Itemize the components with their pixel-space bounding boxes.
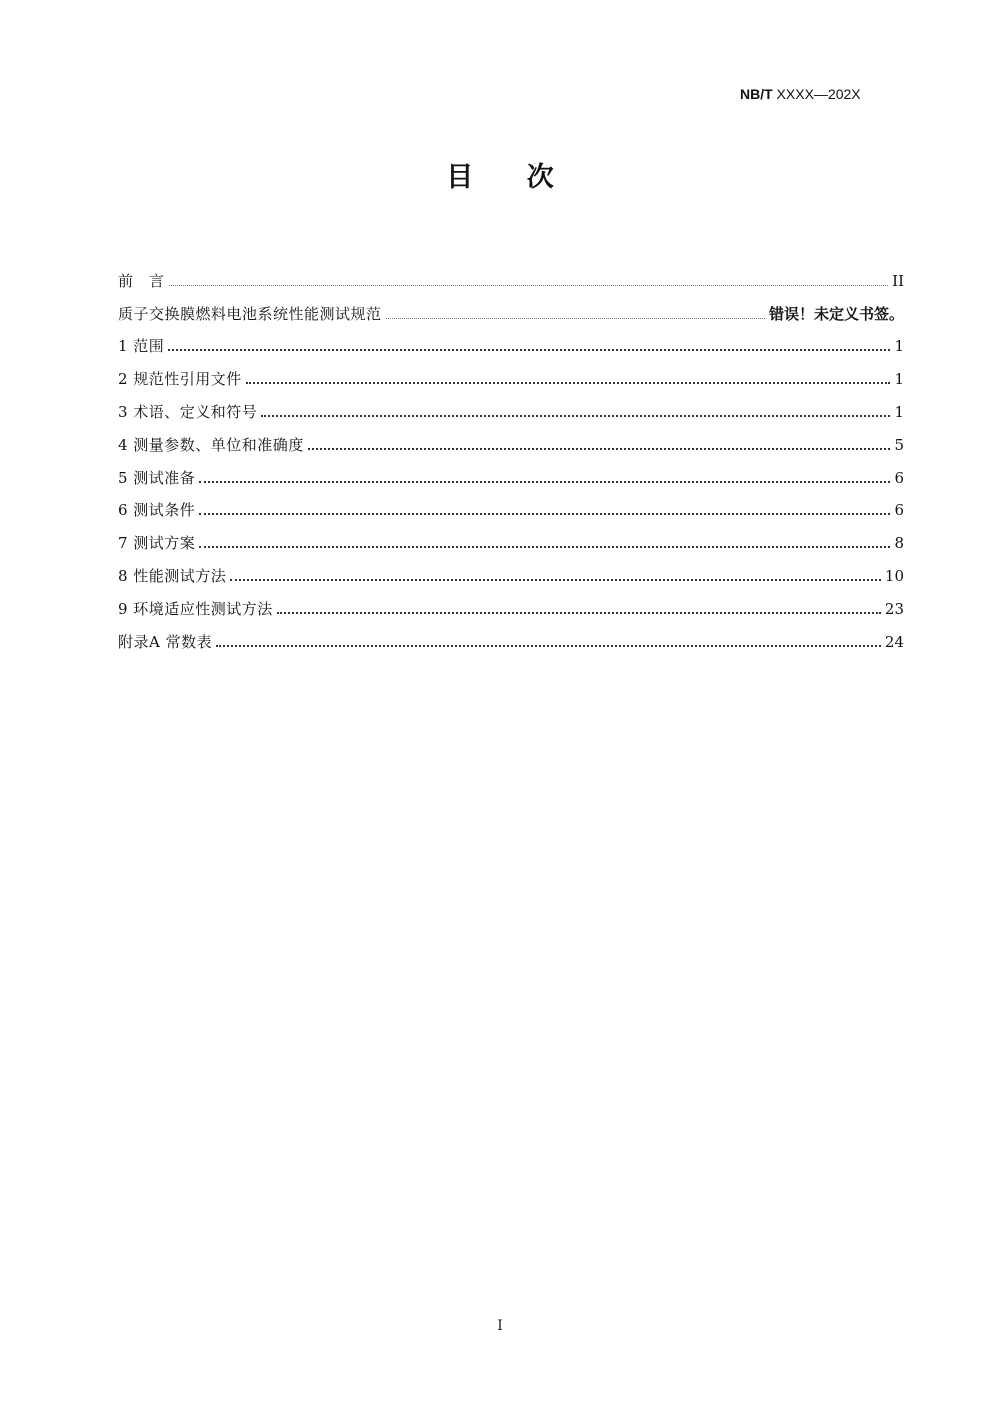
toc-leader [169,285,889,286]
standard-code-number: XXXX—202X [772,86,861,102]
toc-leader [199,481,890,483]
toc-entry-page: 1 [894,402,904,421]
toc-leader [199,546,890,548]
toc-entry-page: 23 [884,599,904,618]
toc-entry[interactable] [118,389,904,422]
toc-leader [168,349,890,351]
toc-entry-label: 6 测试条件 [118,501,196,520]
toc-leader [246,382,891,384]
toc-entry-page: II [892,271,904,290]
toc-entry[interactable] [118,520,904,553]
toc-entry-label: 9 环境适应性测试方法 [118,599,273,618]
toc-entry[interactable] [118,553,904,586]
table-of-contents [118,258,904,652]
toc-entry[interactable] [118,619,904,652]
standard-code-prefix: NB/T [740,86,773,102]
toc-entry-label: 8 性能测试方法 [118,566,227,585]
toc-entry-page: 10 [884,566,904,585]
page-number: I [497,1318,503,1334]
toc-entry[interactable] [118,356,904,389]
toc-entry[interactable] [118,324,904,357]
toc-entry-label: 2 规范性引用文件 [118,370,242,389]
toc-entry-label: 4 测量参数、单位和准确度 [118,435,304,454]
toc-leader [308,448,891,450]
toc-entry-label: 1 范围 [118,337,165,356]
toc-entry-page: 1 [894,337,904,356]
toc-entry-label: 附录A 常数表 [118,632,213,651]
toc-entry-page: 6 [894,468,904,487]
toc-leader [230,579,881,581]
toc-entry-page: 24 [884,632,904,651]
toc-entry-page: 6 [894,501,904,520]
toc-entry-label: 3 术语、定义和符号 [118,402,258,421]
toc-entry-page-error: 错误！未定义书签。 [768,304,904,323]
toc-leader [261,415,890,417]
toc-entry[interactable] [118,291,904,324]
toc-entry[interactable] [118,258,904,291]
standard-code [740,86,900,102]
toc-entry-label: 前 言 [118,271,165,290]
toc-leader [277,612,881,614]
toc-entry[interactable] [118,488,904,521]
toc-entry[interactable] [118,455,904,488]
toc-entry-label: 7 测试方案 [118,534,196,553]
toc-entry-page: 5 [894,435,904,454]
toc-entry[interactable] [118,586,904,619]
toc-leader [216,645,881,647]
toc-leader [199,513,890,515]
toc-entry-label: 质子交换膜燃料电池系统性能测试规范 [118,304,382,323]
toc-entry-page: 8 [894,534,904,553]
toc-entry[interactable] [118,422,904,455]
page-title: 目 次 [446,162,576,193]
toc-entry-label: 5 测试准备 [118,468,196,487]
toc-entry-page: 1 [894,370,904,389]
toc-leader [386,318,765,319]
